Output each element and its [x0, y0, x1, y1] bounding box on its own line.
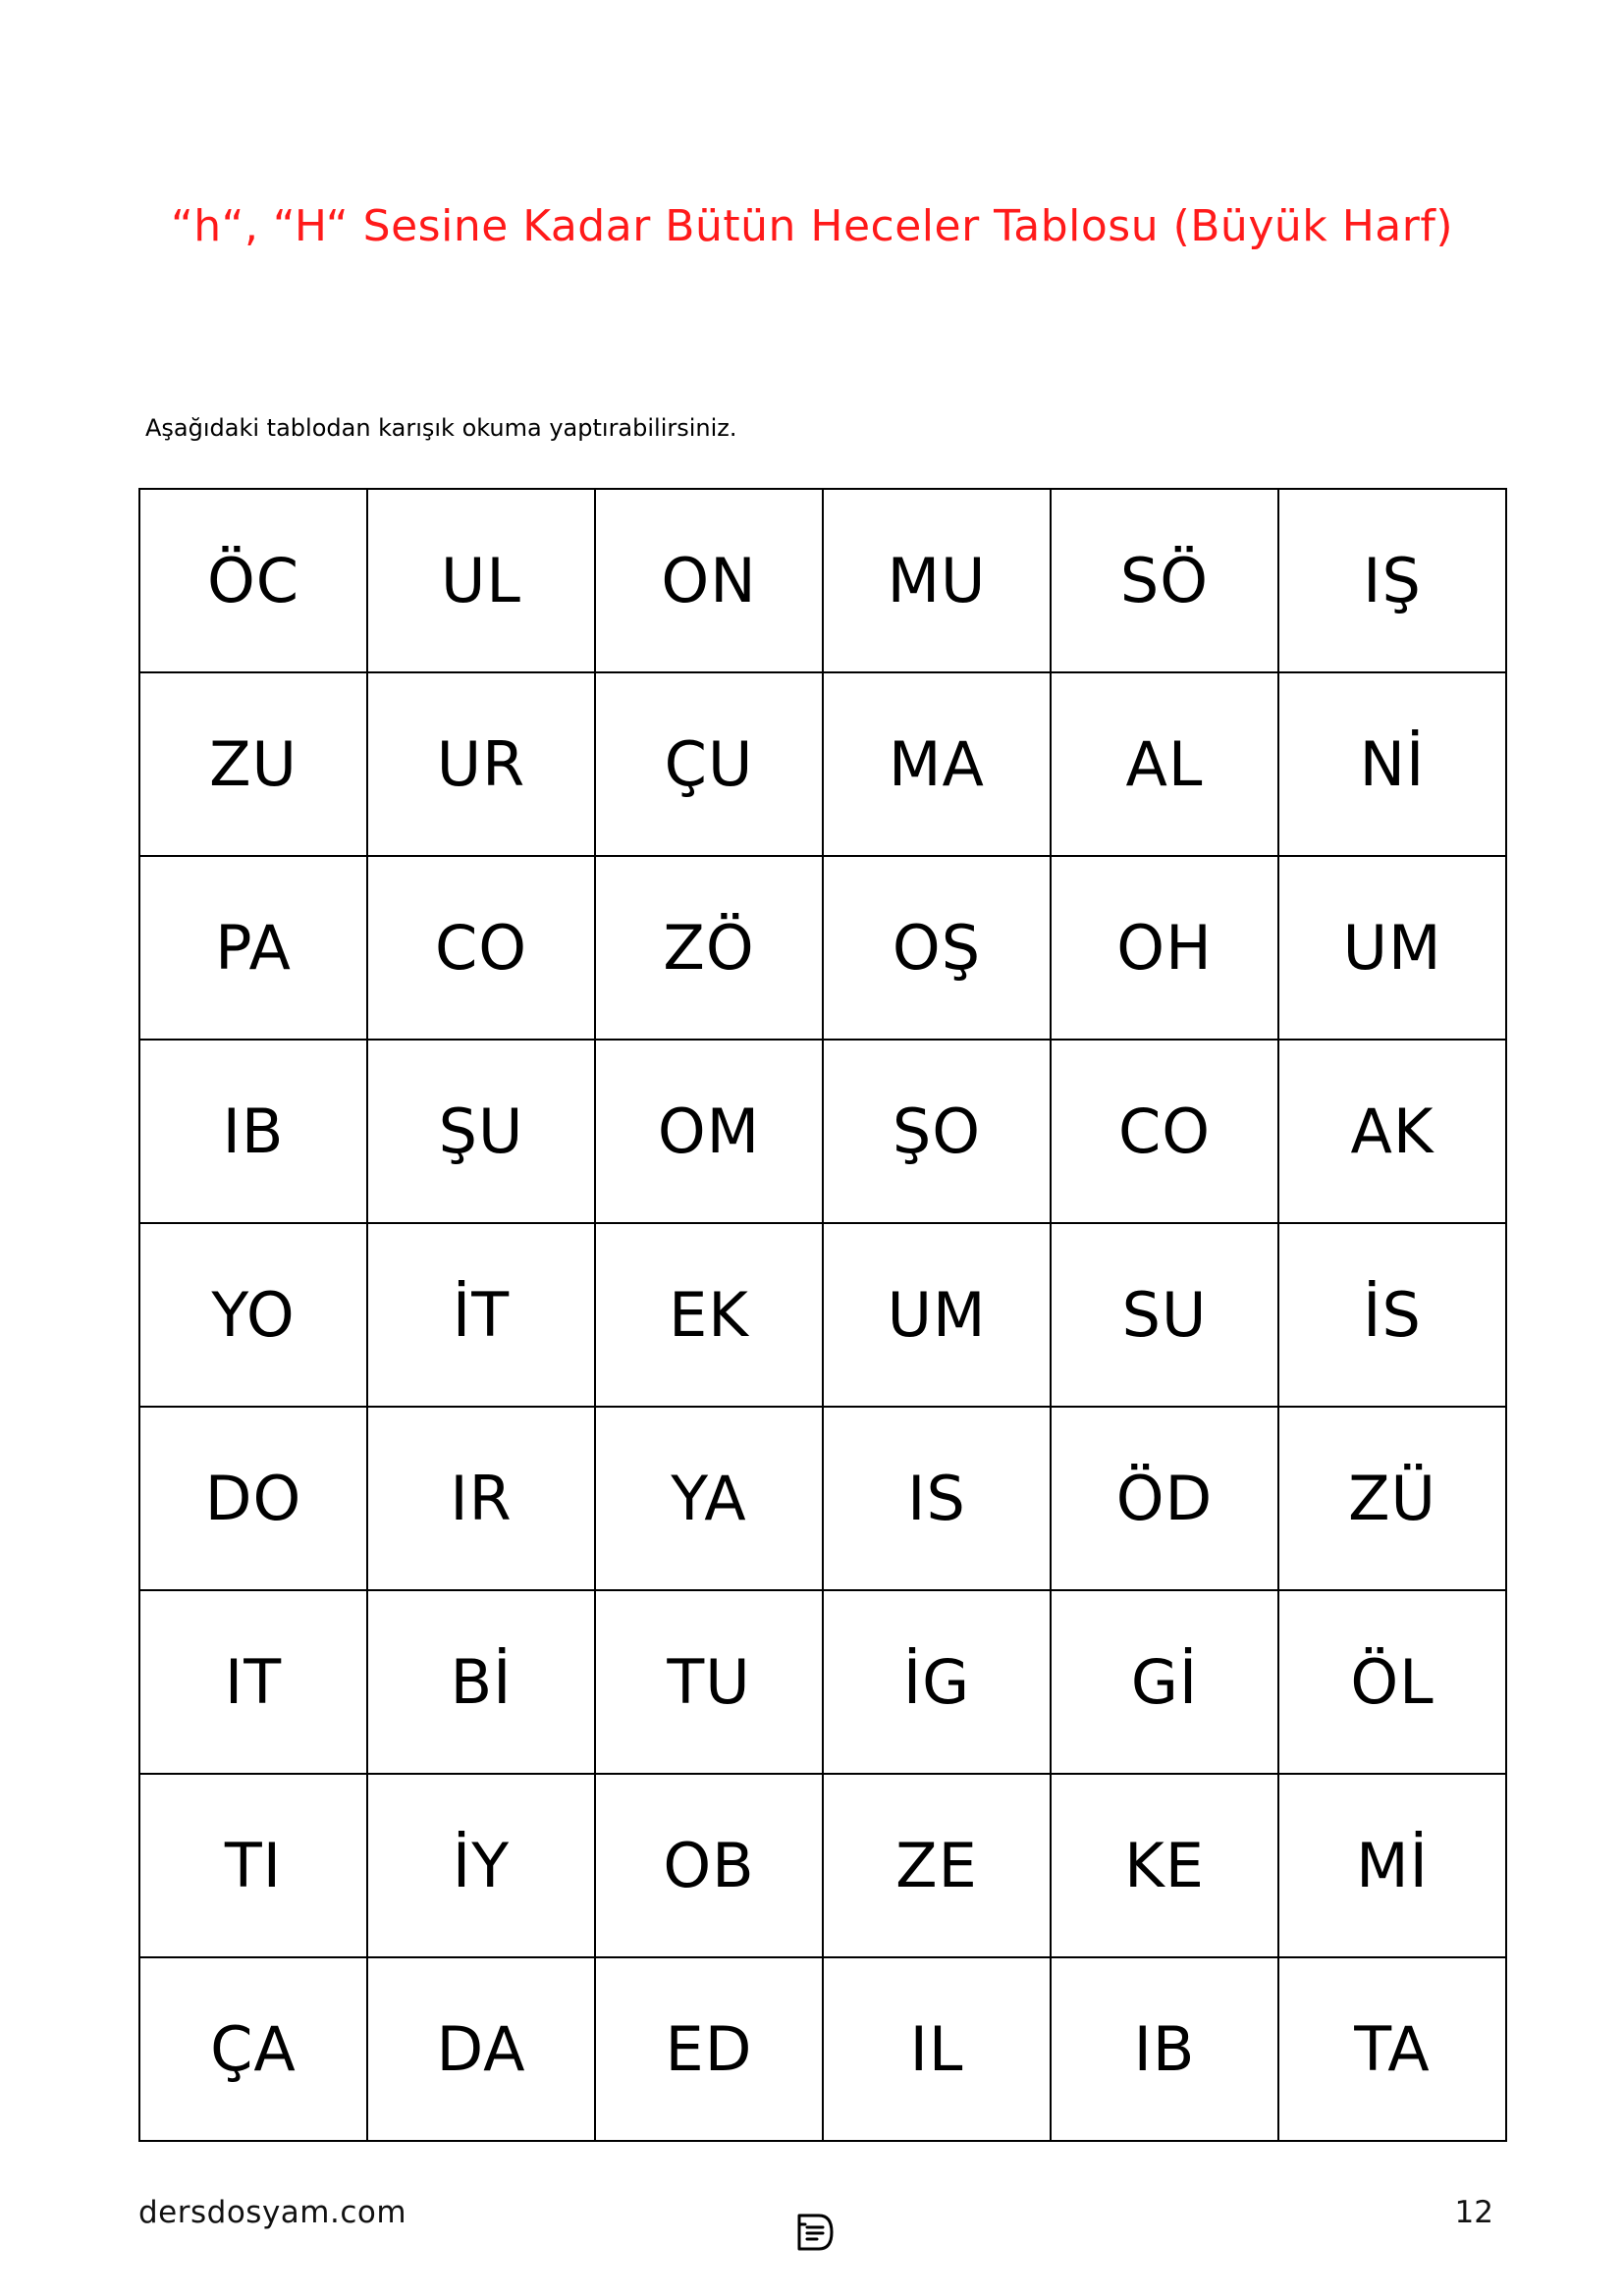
- syllable-cell: DO: [139, 1407, 367, 1590]
- syllable-cell: IT: [139, 1590, 367, 1774]
- syllable-cell: MA: [823, 672, 1051, 856]
- table-row: [139, 1407, 1506, 1590]
- syllable-table: [138, 488, 1507, 2142]
- syllable-cell: SÖ: [1051, 489, 1278, 672]
- syllable-cell: MU: [823, 489, 1051, 672]
- syllable-cell: AL: [1051, 672, 1278, 856]
- syllable-cell: UM: [823, 1223, 1051, 1407]
- table-row: [139, 672, 1506, 856]
- table-row: [139, 1957, 1506, 2141]
- syllable-cell: ÇU: [595, 672, 823, 856]
- syllable-cell: CO: [1051, 1040, 1278, 1223]
- syllable-cell: IL: [823, 1957, 1051, 2141]
- syllable-cell: ÇA: [139, 1957, 367, 2141]
- page-title: “h“, “H“ Sesine Kadar Bütün Heceler Tablosu (Büyük Harf): [170, 201, 1454, 251]
- syllable-cell: ZÜ: [1278, 1407, 1506, 1590]
- syllable-cell: ED: [595, 1957, 823, 2141]
- syllable-cell: YO: [139, 1223, 367, 1407]
- page-number: 12: [1454, 2195, 1493, 2230]
- table-row: [139, 489, 1506, 672]
- syllable-cell: AK: [1278, 1040, 1506, 1223]
- syllable-cell: IB: [1051, 1957, 1278, 2141]
- syllable-cell: ÖD: [1051, 1407, 1278, 1590]
- syllable-cell: PA: [139, 856, 367, 1040]
- syllable-cell: ZE: [823, 1774, 1051, 1957]
- syllable-cell: UR: [367, 672, 595, 856]
- syllable-cell: UM: [1278, 856, 1506, 1040]
- syllable-cell: ZU: [139, 672, 367, 856]
- syllable-cell: Bİ: [367, 1590, 595, 1774]
- syllable-cell: KE: [1051, 1774, 1278, 1957]
- syllable-cell: CO: [367, 856, 595, 1040]
- syllable-cell: ŞO: [823, 1040, 1051, 1223]
- syllable-cell: ON: [595, 489, 823, 672]
- syllable-cell: İG: [823, 1590, 1051, 1774]
- syllable-cell: IS: [823, 1407, 1051, 1590]
- syllable-cell: UL: [367, 489, 595, 672]
- syllable-cell: IB: [139, 1040, 367, 1223]
- syllable-cell: OB: [595, 1774, 823, 1957]
- syllable-cell: SU: [1051, 1223, 1278, 1407]
- document-logo-icon: [793, 2211, 837, 2254]
- table-row: [139, 1590, 1506, 1774]
- syllable-cell: ZÖ: [595, 856, 823, 1040]
- syllable-cell: OŞ: [823, 856, 1051, 1040]
- syllable-cell: Gİ: [1051, 1590, 1278, 1774]
- syllable-cell: OM: [595, 1040, 823, 1223]
- syllable-cell: Nİ: [1278, 672, 1506, 856]
- syllable-cell: OH: [1051, 856, 1278, 1040]
- syllable-cell: ŞU: [367, 1040, 595, 1223]
- syllable-cell: YA: [595, 1407, 823, 1590]
- table-row: [139, 856, 1506, 1040]
- syllable-cell: ÖC: [139, 489, 367, 672]
- syllable-cell: İY: [367, 1774, 595, 1957]
- instruction-text: Aşağıdaki tablodan karışık okuma yaptırabilirsiniz.: [145, 414, 737, 442]
- syllable-cell: IŞ: [1278, 489, 1506, 672]
- syllable-cell: IR: [367, 1407, 595, 1590]
- table-row: [139, 1223, 1506, 1407]
- syllable-cell: TA: [1278, 1957, 1506, 2141]
- table-row: [139, 1040, 1506, 1223]
- footer-site-link[interactable]: dersdosyam.com: [138, 2195, 407, 2230]
- syllable-cell: ÖL: [1278, 1590, 1506, 1774]
- table-row: [139, 1774, 1506, 1957]
- syllable-cell: TI: [139, 1774, 367, 1957]
- syllable-cell: TU: [595, 1590, 823, 1774]
- syllable-cell: İS: [1278, 1223, 1506, 1407]
- syllable-cell: Mİ: [1278, 1774, 1506, 1957]
- syllable-cell: DA: [367, 1957, 595, 2141]
- syllable-cell: EK: [595, 1223, 823, 1407]
- syllable-cell: İT: [367, 1223, 595, 1407]
